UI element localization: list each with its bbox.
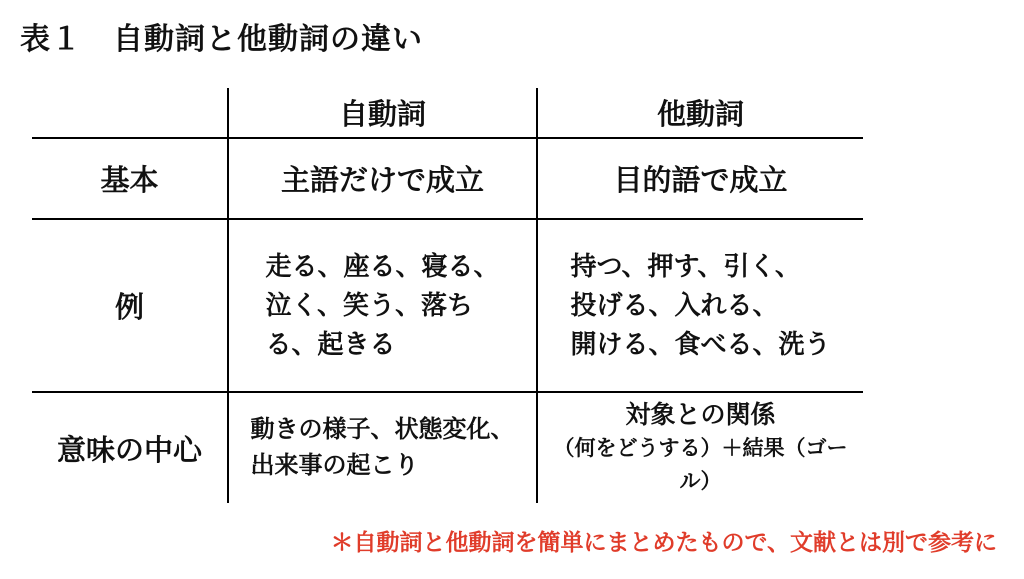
meaning-intransitive-cell: [228, 392, 537, 503]
text-line: 出来事の起こり: [250, 452, 419, 479]
page-title: 表１ 自動詞と他動詞の違い: [20, 23, 423, 56]
examples-transitive-cell: [537, 219, 863, 392]
table-row-basic: [32, 138, 863, 219]
basic-transitive-cell: 目的語で成立: [537, 138, 863, 219]
column-header-intransitive: 自動詞: [228, 88, 537, 138]
table-header-row: [32, 88, 863, 138]
basic-intransitive-cell: 主語だけで成立: [228, 138, 537, 219]
meaning-transitive-main-text: 対象との関係: [625, 401, 776, 429]
text-line: 投げる、入れる、: [570, 290, 779, 320]
text-line: 持つ、押す、引く、: [570, 251, 801, 281]
meaning-intransitive-text: [251, 412, 515, 484]
examples-intransitive-text: [265, 247, 499, 364]
row-label-meaning-center: 意味の中心: [32, 392, 228, 503]
text-line: る、起きる: [265, 329, 396, 359]
text-line: 走る、座る、寝る、: [265, 251, 500, 281]
table-row-meaning-center: [32, 392, 863, 503]
examples-intransitive-cell: [228, 219, 537, 392]
row-label-basic: 基本: [32, 138, 228, 219]
text-line: 泣く、笑う、落ち: [265, 290, 473, 320]
examples-transitive-text: [570, 247, 830, 364]
verb-comparison-table: [32, 88, 863, 503]
footnote-note: ＊自動詞と他動詞を簡単にまとめたもので、文献とは別で参考に: [330, 529, 997, 555]
meaning-transitive-sub-text: （何をどうする）＋結果（ゴール）: [553, 437, 848, 493]
text-line: 開ける、食べる、洗う: [570, 329, 831, 359]
text-line: 動きの様子、状態変化、: [250, 416, 515, 443]
table-row-examples: [32, 219, 863, 392]
column-header-transitive: 他動詞: [537, 88, 863, 138]
corner-cell: [32, 88, 228, 138]
row-label-examples: 例: [32, 219, 228, 392]
meaning-transitive-cell: [537, 392, 863, 503]
